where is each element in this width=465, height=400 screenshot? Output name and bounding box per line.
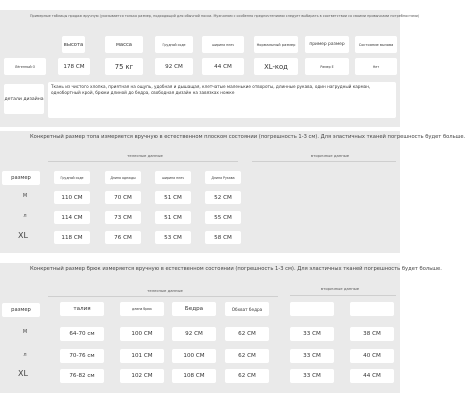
top-m-shoulder: 51 СМ xyxy=(155,191,191,204)
top-size-label: размер xyxy=(2,171,40,185)
pants-waist-header: талия xyxy=(60,302,104,316)
weight-header: масса xyxy=(105,36,143,53)
top-l-sleeve: 55 СМ xyxy=(205,211,241,224)
pants-l-waist: 70-76 см xyxy=(60,349,104,363)
divider xyxy=(290,295,396,296)
pants-l-length: 101 СМ xyxy=(120,349,164,363)
design-details-text: Ткань из чистого хлопка, приятная на ощупь, удобная и дышащая, клетчатые маленькие отвороты, длинные рукава, один нагрудный карман, однобортный крой, брюки длиной до бедра, свободная дизайн на завязках ножке xyxy=(48,82,396,118)
pants-l-thigh: 62 СМ xyxy=(225,349,269,363)
top-m-length: 70 СМ xyxy=(105,191,141,204)
model-fit-note: Примерные таблицы продаж вручную (указывается только размер, подходящий для обычной носки. Мужчинам с особенно предпочтениями следует выбирать в соответствии со своими привычками потребностями) xyxy=(30,14,420,18)
pants-m-hips: 92 СМ xyxy=(172,327,216,341)
model-label: Лёгенный О xyxy=(4,58,46,75)
shoulder-header: ширина плеч xyxy=(202,36,244,53)
top-l-shoulder: 51 СМ xyxy=(155,211,191,224)
call-state-header: Состояние вызова xyxy=(355,36,397,53)
pants-hips-header: Бедра xyxy=(172,302,216,316)
top-size-xl: XL xyxy=(18,231,28,240)
top-xl-sleeve: 58 СМ xyxy=(205,231,241,244)
model-fit-section xyxy=(0,10,420,127)
top-m-sleeve: 52 СМ xyxy=(205,191,241,204)
design-details-label: детали дизайна xyxy=(4,84,44,114)
pants-xl-extra-2: 44 СМ xyxy=(350,369,394,383)
model-example-size: Рамер Е xyxy=(305,58,349,75)
model-height: 178 СМ xyxy=(58,58,90,75)
pants-body-data-group: телесные данные xyxy=(147,288,183,293)
model-weight: 75 кг xyxy=(105,58,143,75)
top-size-l: л xyxy=(23,213,27,219)
pants-size-label: размер xyxy=(2,303,40,317)
pants-m-extra-1: 33 СМ xyxy=(290,327,334,341)
pants-xl-waist: 76-82 см xyxy=(60,369,104,383)
top-size-m: M xyxy=(22,193,28,199)
pants-size-note: Конкретный размер брюк измеряется вручную в естественном состоянии (погрешность 1-3 см). Для эластичных тканей погрешность будет больше. xyxy=(30,266,442,272)
top-xl-shoulder: 53 СМ xyxy=(155,231,191,244)
top-l-length: 73 СМ xyxy=(105,211,141,224)
model-chest: 92 СМ xyxy=(155,58,193,75)
pants-xl-hips: 108 СМ xyxy=(172,369,216,383)
pants-thigh-header: Обхват бедра xyxy=(225,302,269,316)
divider xyxy=(48,296,278,297)
pants-m-length: 100 СМ xyxy=(120,327,164,341)
top-chest-header: Грудной соде xyxy=(54,171,90,184)
pants-size-m: M xyxy=(22,329,28,335)
top-size-section xyxy=(0,131,465,253)
pants-xl-length: 102 СМ xyxy=(120,369,164,383)
model-normal-size: XL-код xyxy=(254,58,298,75)
chest-header: Грудной соде xyxy=(155,36,193,53)
top-sleeve-header: Длина Рукава xyxy=(205,171,241,184)
height-header: высота xyxy=(62,36,85,53)
pants-xl-thigh: 62 СМ xyxy=(225,369,269,383)
pants-m-waist: 64-70 см xyxy=(60,327,104,341)
top-m-chest: 110 СМ xyxy=(54,191,90,204)
top-shoulder-header: ширина плеч xyxy=(155,171,191,184)
divider xyxy=(48,161,238,162)
top-xl-length: 76 СМ xyxy=(105,231,141,244)
pants-l-extra-2: 40 СМ xyxy=(350,349,394,363)
pants-m-extra-2: 38 СМ xyxy=(350,327,394,341)
normal-size-header: Нормальный размер xyxy=(254,36,298,53)
divider xyxy=(252,161,396,162)
top-secondary-data-group: вторичные данные xyxy=(310,153,350,158)
top-xl-chest: 118 СМ xyxy=(54,231,90,244)
pants-l-extra-1: 33 СМ xyxy=(290,349,334,363)
pants-length-header: длина брюк xyxy=(120,302,164,316)
pants-m-thigh: 62 СМ xyxy=(225,327,269,341)
pants-size-xl: XL xyxy=(18,369,28,378)
pants-xl-extra-1: 33 СМ xyxy=(290,369,334,383)
pants-size-section xyxy=(0,263,442,393)
pants-size-l: л xyxy=(23,352,27,358)
pants-extra-header-2 xyxy=(350,302,394,316)
top-size-note: Конкретный размер топа измеряется вручную в естественном плоском состоянии (погрешность 1-3 см). Для эластичных тканей погрешность будет больше. xyxy=(30,134,465,140)
pants-secondary-data-group: вторичные данные xyxy=(320,286,360,291)
top-length-header: Длина одежды xyxy=(105,171,141,184)
pants-extra-header-1 xyxy=(290,302,334,316)
top-l-chest: 114 СМ xyxy=(54,211,90,224)
model-call-state: Нет xyxy=(355,58,397,75)
pants-l-hips: 100 СМ xyxy=(172,349,216,363)
example-size-header: пример размер xyxy=(305,36,349,53)
model-shoulder: 44 СМ xyxy=(202,58,244,75)
top-body-data-group: телесные данные xyxy=(127,153,163,158)
